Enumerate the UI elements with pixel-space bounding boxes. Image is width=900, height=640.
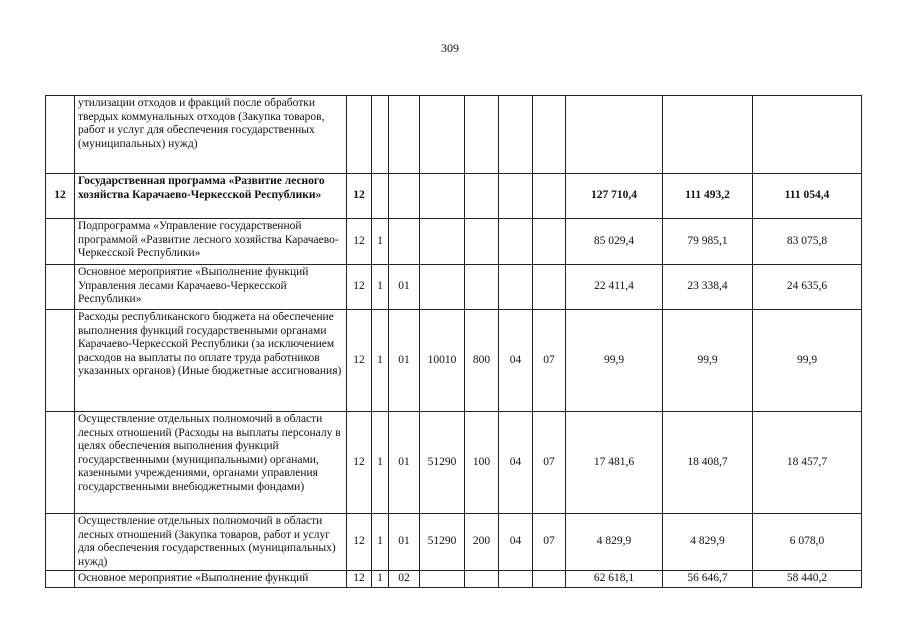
cell-desc: Государственная программа «Развитие лесного хозяйства Карачаево-Черкесской Республики» xyxy=(75,174,347,219)
cell-c7 xyxy=(533,265,566,310)
budget-table xyxy=(45,95,862,588)
cell-a3 xyxy=(753,96,862,174)
cell-no xyxy=(46,219,75,265)
cell-c3: 01 xyxy=(389,265,420,310)
cell-a3: 24 635,6 xyxy=(753,265,862,310)
cell-desc: Подпрограмма «Управление государственной программой «Развитие лесного хозяйства Карачаево-Черкесской Республики» xyxy=(75,219,347,265)
table-body xyxy=(46,96,862,588)
cell-c1 xyxy=(347,96,372,174)
cell-a2: 99,9 xyxy=(663,310,753,412)
cell-c2: 1 xyxy=(372,571,389,588)
table-row xyxy=(46,96,862,174)
cell-c4 xyxy=(420,571,465,588)
cell-c1: 12 xyxy=(347,412,372,514)
cell-c3: 01 xyxy=(389,310,420,412)
page-number: 309 xyxy=(441,41,459,55)
cell-no xyxy=(46,412,75,514)
table-row xyxy=(46,412,862,514)
cell-a2: 23 338,4 xyxy=(663,265,753,310)
cell-c4 xyxy=(420,174,465,219)
cell-no xyxy=(46,310,75,412)
cell-desc: Расходы республиканского бюджета на обеспечение выполнения функций государственными органами Карачаево-Черкесской Республики (за исключением расходов на выплаты по оплате труда работников указанных органов) (Иные бюджетные ассигнования) xyxy=(75,310,347,412)
cell-a3: 111 054,4 xyxy=(753,174,862,219)
cell-c6 xyxy=(499,174,533,219)
cell-no: 12 xyxy=(46,174,75,219)
cell-a2: 111 493,2 xyxy=(663,174,753,219)
cell-c7: 07 xyxy=(533,514,566,571)
cell-c1: 12 xyxy=(347,571,372,588)
cell-c7 xyxy=(533,174,566,219)
cell-c7 xyxy=(533,571,566,588)
cell-c5 xyxy=(465,174,499,219)
cell-c5: 800 xyxy=(465,310,499,412)
cell-c6 xyxy=(499,265,533,310)
cell-c5 xyxy=(465,96,499,174)
table-row xyxy=(46,174,862,219)
cell-c7 xyxy=(533,219,566,265)
cell-c2: 1 xyxy=(372,310,389,412)
cell-c4: 10010 xyxy=(420,310,465,412)
cell-c2 xyxy=(372,96,389,174)
cell-c3 xyxy=(389,96,420,174)
cell-a2: 79 985,1 xyxy=(663,219,753,265)
cell-c3 xyxy=(389,219,420,265)
cell-desc: Осуществление отдельных полномочий в области лесных отношений (Закупка товаров, работ и услуг для обеспечения государственных (муниципальных) нужд) xyxy=(75,514,347,571)
cell-c2 xyxy=(372,174,389,219)
cell-a3: 6 078,0 xyxy=(753,514,862,571)
cell-a1 xyxy=(566,96,663,174)
cell-a2: 56 646,7 xyxy=(663,571,753,588)
cell-c3: 01 xyxy=(389,514,420,571)
cell-no xyxy=(46,514,75,571)
cell-a1: 127 710,4 xyxy=(566,174,663,219)
cell-a3: 83 075,8 xyxy=(753,219,862,265)
cell-c5 xyxy=(465,219,499,265)
table-row xyxy=(46,571,862,588)
cell-a1: 17 481,6 xyxy=(566,412,663,514)
cell-c4 xyxy=(420,96,465,174)
table-row xyxy=(46,514,862,571)
cell-a1: 99,9 xyxy=(566,310,663,412)
cell-c3 xyxy=(389,174,420,219)
cell-c4: 51290 xyxy=(420,514,465,571)
cell-c2: 1 xyxy=(372,412,389,514)
cell-a2: 18 408,7 xyxy=(663,412,753,514)
cell-desc: Осуществление отдельных полномочий в области лесных отношений (Расходы на выплаты персоналу в целях обеспечения выполнения функций государственными (муниципальными) органами, казенными учреждениями, органами управления государственными внебюджетными фондами) xyxy=(75,412,347,514)
cell-c1: 12 xyxy=(347,265,372,310)
cell-desc: Основное мероприятие «Выполнение функций xyxy=(75,571,347,588)
cell-a2 xyxy=(663,96,753,174)
cell-a1: 4 829,9 xyxy=(566,514,663,571)
cell-a1: 62 618,1 xyxy=(566,571,663,588)
cell-c1: 12 xyxy=(347,514,372,571)
cell-a3: 58 440,2 xyxy=(753,571,862,588)
cell-c4 xyxy=(420,265,465,310)
cell-c6 xyxy=(499,96,533,174)
cell-c4 xyxy=(420,219,465,265)
cell-c2: 1 xyxy=(372,265,389,310)
cell-c6 xyxy=(499,219,533,265)
cell-desc: утилизации отходов и фракций после обработки твердых коммунальных отходов (Закупка товаров, работ и услуг для обеспечения государственных (муниципальных) нужд) xyxy=(75,96,347,174)
cell-c3: 01 xyxy=(389,412,420,514)
cell-c7: 07 xyxy=(533,310,566,412)
cell-no xyxy=(46,571,75,588)
cell-no xyxy=(46,96,75,174)
cell-c5: 200 xyxy=(465,514,499,571)
cell-c6 xyxy=(499,571,533,588)
cell-a3: 99,9 xyxy=(753,310,862,412)
cell-c5 xyxy=(465,265,499,310)
cell-a1: 22 411,4 xyxy=(566,265,663,310)
cell-c7 xyxy=(533,96,566,174)
table-row xyxy=(46,310,862,412)
cell-c3: 02 xyxy=(389,571,420,588)
cell-c6: 04 xyxy=(499,412,533,514)
cell-c5: 100 xyxy=(465,412,499,514)
table-row xyxy=(46,265,862,310)
cell-c1: 12 xyxy=(347,174,372,219)
cell-c5 xyxy=(465,571,499,588)
cell-c1: 12 xyxy=(347,310,372,412)
cell-c2: 1 xyxy=(372,514,389,571)
cell-a2: 4 829,9 xyxy=(663,514,753,571)
cell-c4: 51290 xyxy=(420,412,465,514)
cell-c1: 12 xyxy=(347,219,372,265)
cell-a1: 85 029,4 xyxy=(566,219,663,265)
cell-c6: 04 xyxy=(499,310,533,412)
cell-c2: 1 xyxy=(372,219,389,265)
cell-c6: 04 xyxy=(499,514,533,571)
cell-a3: 18 457,7 xyxy=(753,412,862,514)
cell-no xyxy=(46,265,75,310)
table-row xyxy=(46,219,862,265)
cell-desc: Основное мероприятие «Выполнение функций Управления лесами Карачаево-Черкесской Республики» xyxy=(75,265,347,310)
cell-c7: 07 xyxy=(533,412,566,514)
